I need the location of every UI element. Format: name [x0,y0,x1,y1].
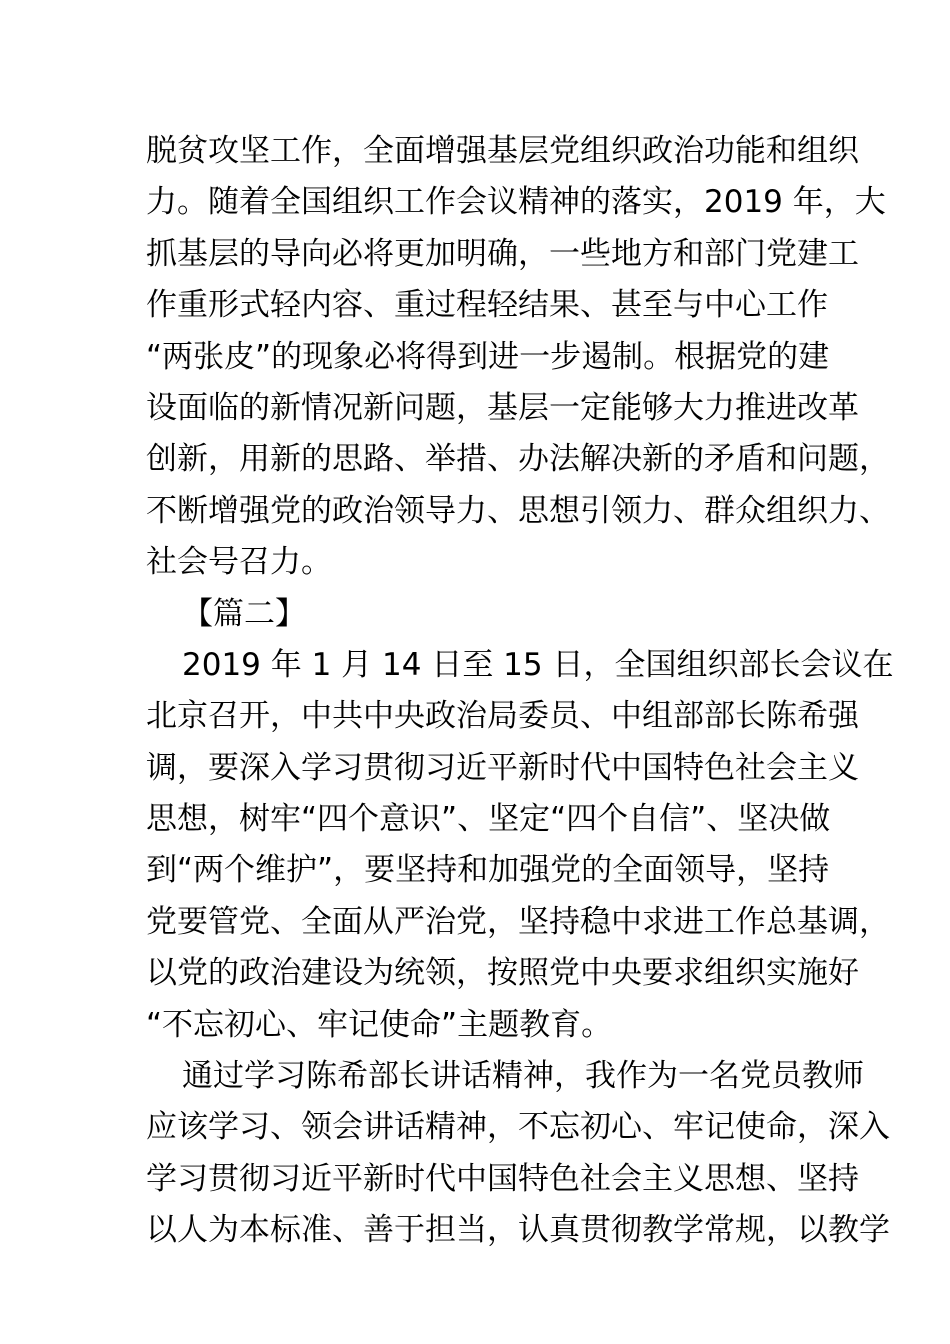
text-line: 脱贫攻坚工作，全面增强基层党组织政治功能和组织 [146,133,859,169]
text-line: 思想，树牢“四个意识”、坚定“四个自信”、坚决做 [146,801,831,838]
text-line: 不断增强党的政治领导力、思想引领力、群众组织力、 [146,492,890,529]
text-line: 北京召开，中共中央政治局委员、中组部部长陈希强 [146,698,859,735]
text-line: 以人为本标准、善于担当，认真贯彻教学常规，以教学 [146,1212,890,1249]
section-heading: 【篇二】 [182,595,306,632]
text-line: 社会号召力。 [146,544,332,581]
text-line: 调，要深入学习贯彻习近平新时代中国特色社会主义 [146,749,859,786]
text-line: 到“两个维护”，要坚持和加强党的全面领导，坚持 [146,852,830,889]
text-line: 党要管党、全面从严治党，坚持稳中求进工作总基调， [146,903,890,940]
text-line: 力。随着全国组织工作会议精神的落实，2019 年，大 [146,184,886,221]
text-line: 创新，用新的思路、举措、办法解决新的矛盾和问题， [146,441,890,478]
text-line: “两张皮”的现象必将得到进一步遏制。根据党的建 [146,338,830,375]
text-line: 作重形式轻内容、重过程轻结果、甚至与中心工作 [146,287,828,324]
text-line: 学习贯彻习近平新时代中国特色社会主义思想、坚持 [146,1160,859,1197]
text-line: 以党的政治建设为统领，按照党中央要求组织实施好 [146,955,859,992]
text-line: “不忘初心、牢记使命”主题教育。 [146,1006,613,1043]
paragraph-first-line: 2019 年 1 月 14 日至 15 日，全国组织部长会议在 [182,646,894,683]
text-line: 设面临的新情况新问题，基层一定能够大力推进改革 [146,389,859,426]
text-line: 应该学习、领会讲话精神，不忘初心、牢记使命，深入 [146,1109,890,1146]
paragraph-first-line: 通过学习陈希部长讲话精神，我作为一名党员教师 [182,1058,864,1095]
document-body [146,126,894,1257]
text-line: 抓基层的导向必将更加明确，一些地方和部门党建工 [146,235,859,272]
